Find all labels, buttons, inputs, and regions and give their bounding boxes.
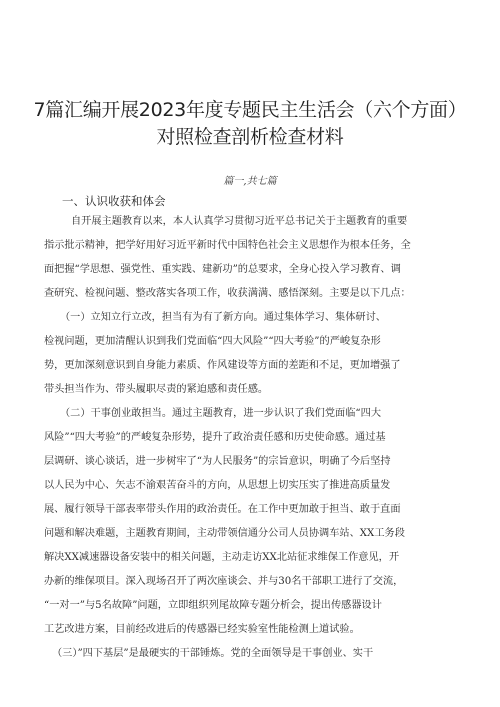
body-line: 势，更加深刻意识到自身能力素质、作风建设等方面的差距和不足，更加增强了 bbox=[44, 360, 401, 371]
body-line: 以人民为中心、矢志不渝艰苦奋斗的方向，从思想上切实压实了推进高质量发 bbox=[44, 480, 391, 491]
body-line: （三）”四下基层”是最硬实的干部锤炼。党的全面领导是干事创业、实干 bbox=[52, 648, 374, 659]
body-line: 检视问题，更加清醒认识到我们党面临“四大风险”“四大考验”的严峻复杂形 bbox=[44, 336, 381, 347]
body-line: 解决XX减速器设备安装中的相关问题，主动走访XX北站征求维保工作意见，开 bbox=[44, 552, 400, 563]
document-title-line1: 7篇汇编开展2023年度专题民主生活会（六个方面） bbox=[33, 99, 467, 121]
body-line: 查研究、检视问题、整改落实各项工作，收获满满、感悟深刻。主要是以下几点： bbox=[44, 288, 411, 299]
body-line: “一对一”与5名故障”问题，立即组织列尾故障专题分析会，提出传感器设计 bbox=[44, 600, 382, 611]
document-subtitle: 篇一,共七篇 bbox=[223, 176, 277, 187]
body-line: （一）立知立行立改，担当有为有了新方向。通过集体学习、集体研讨、 bbox=[60, 312, 386, 323]
document-title-line2: 对照检查剖析检查材料 bbox=[156, 126, 344, 148]
body-line: 问题和解决难题，主题教育期间，主动带领信通分公司人员协调车站、XX工务段 bbox=[44, 528, 405, 539]
body-line: 面把握“学思想、强党性、重实践、建新功”的总要求，全身心投入学习教育、调 bbox=[44, 264, 401, 275]
body-line: 风险”“四大考验”的严峻复杂形势，提升了政治责任感和历史使命感。通过基 bbox=[44, 432, 386, 443]
section-heading: 一、认识收获和体会 bbox=[62, 194, 166, 208]
body-line: 指示批示精神，把学好用好习近平新时代中国特色社会主义思想作为根本任务，全 bbox=[44, 240, 411, 251]
body-line: 自开展主题教育以来，本人认真学习贯彻习近平总书记关于主题教育的重要 bbox=[71, 216, 408, 227]
body-line: （二）干事创业敢担当。通过主题教育，进一步认识了我们党面临“四大 bbox=[60, 408, 382, 419]
body-line: 层调研、谈心谈话，进一步树牢了“为人民服务”的宗旨意识，明确了今后坚持 bbox=[44, 456, 391, 467]
body-line: 带头担当作为、带头履职尽责的紧迫感和责任感。 bbox=[44, 384, 269, 395]
body-line: 办新的维保项目。深入现场召开了两次座谈会、并与30名干部职工进行了交流， bbox=[44, 576, 404, 587]
body-line: 工艺改进方案，目前经改进后的传感器已经实验室性能检测上道试验。 bbox=[44, 624, 360, 635]
body-line: 展、履行领导干部表率带头作用的政治责任。在工作中更加敢于担当、敢于直面 bbox=[44, 504, 401, 515]
